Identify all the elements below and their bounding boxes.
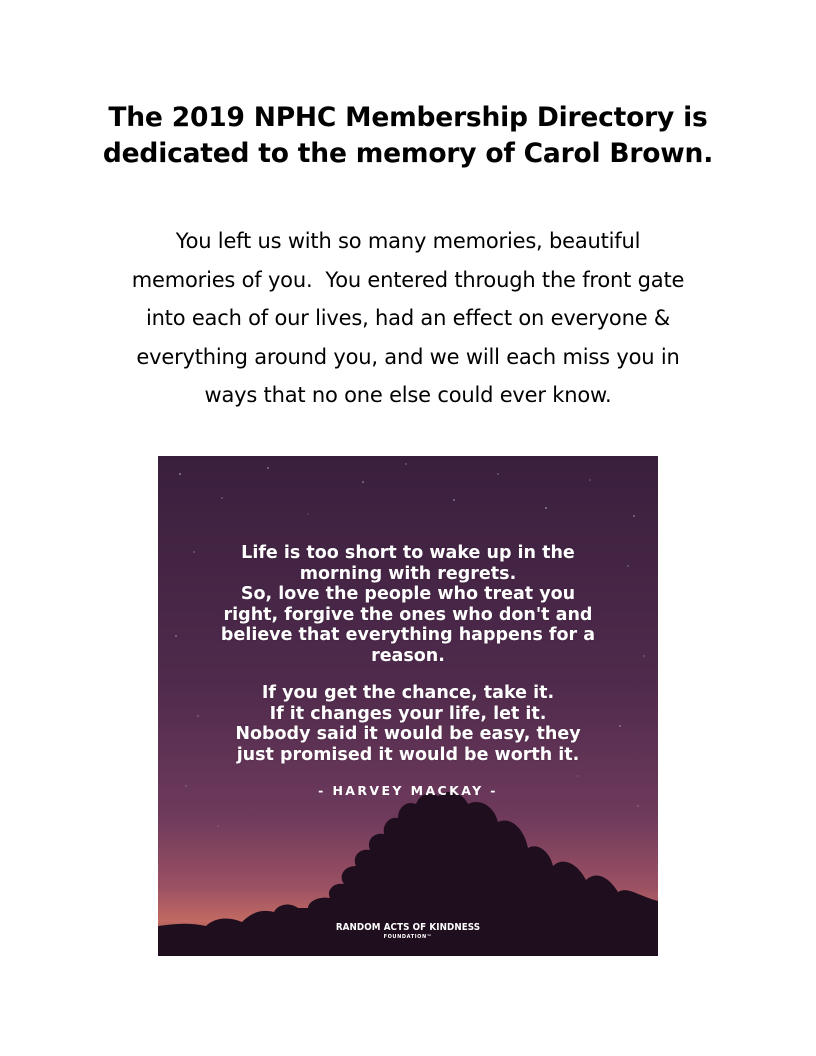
quote-paragraph-1 [158,543,658,666]
dedication-line: into each of our lives, had an effect on everyone & [145,306,671,330]
quote-author: - HARVEY MACKAY - [318,783,498,798]
brand-name: RANDOM ACTS OF KINDNESS [335,922,481,933]
quote-line: If it changes your life, let it. [269,703,547,724]
dedication-text [70,222,746,415]
quote-line: Life is too short to wake up in the [241,543,575,563]
quote-line: just promised it would be worth it. [236,744,580,765]
quote-line: morning with regrets. [299,563,517,584]
quote-line: If you get the chance, take it. [261,683,555,703]
dedication-line: You left us with so many memories, beautiful [175,229,641,253]
title-line-2: dedicated to the memory of Carol Brown. [102,138,714,169]
quote-line: believe that everything happens for a [220,625,596,645]
page-title [60,100,756,172]
quote-line: So, love the people who treat you [240,584,576,604]
quote-line: Nobody said it would be easy, they [235,724,581,744]
quote-line: reason. [371,645,445,666]
quote-image [158,456,658,956]
quote-line: right, forgive the ones who don't and [223,604,593,625]
dedication-line: memories of you. You entered through the front gate [131,267,685,292]
quote-paragraph-2 [158,683,658,765]
dedication-line: everything around you, and we will each miss you in [136,344,680,369]
dedication-line: ways that no one else could ever know. [204,383,612,407]
brand-sub: FOUNDATION™ [383,934,433,940]
title-line-1: The 2019 NPHC Membership Directory is [108,102,708,133]
brand-logo [158,922,658,941]
